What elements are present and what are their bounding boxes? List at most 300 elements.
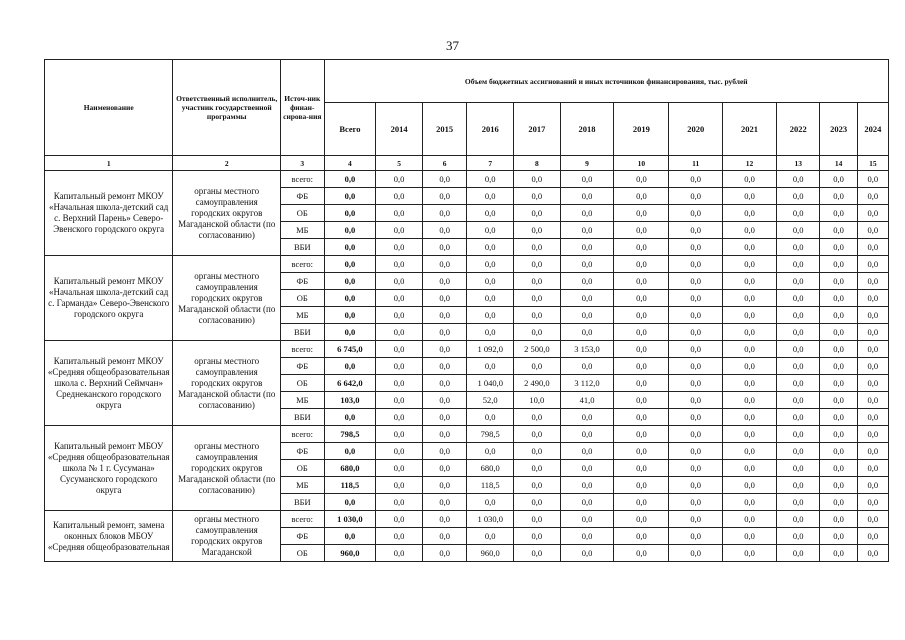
year-value-2015: 0,0	[422, 341, 467, 358]
year-value-2018: 0,0	[560, 273, 614, 290]
year-value-2018: 0,0	[560, 307, 614, 324]
year-value-2024: 0,0	[857, 358, 888, 375]
column-number: 1	[45, 156, 173, 171]
year-value-2016: 0,0	[467, 307, 514, 324]
year-value-2017: 0,0	[514, 545, 561, 562]
total-value: 960,0	[324, 545, 376, 562]
year-value-2016: 0,0	[467, 290, 514, 307]
responsible-executor-text: органы местного самоуправления городских округов Магаданской области (по согласованию)	[178, 270, 276, 325]
object-name-text: Капитальный ремонт МКОУ «Средняя общеобразовательная школа с. Верхний Сеймчан» Среднеканского городского округа	[47, 355, 170, 410]
header-total: Всего	[324, 103, 376, 156]
year-value-2018: 0,0	[560, 256, 614, 273]
year-value-2015: 0,0	[422, 426, 467, 443]
year-value-2024: 0,0	[857, 477, 888, 494]
year-value-2015: 0,0	[422, 239, 467, 256]
total-value: 0,0	[324, 205, 376, 222]
total-value: 6 745,0	[324, 341, 376, 358]
year-value-2016: 0,0	[467, 256, 514, 273]
funding-source: ФБ	[281, 188, 324, 205]
year-value-2016: 1 040,0	[467, 375, 514, 392]
responsible-executor	[173, 511, 281, 562]
year-value-2018: 0,0	[560, 205, 614, 222]
total-value: 0,0	[324, 188, 376, 205]
year-value-2024: 0,0	[857, 307, 888, 324]
year-value-2016: 0,0	[467, 205, 514, 222]
year-value-2017: 0,0	[514, 222, 561, 239]
year-value-2016: 0,0	[467, 358, 514, 375]
header-year-2020: 2020	[669, 103, 723, 156]
year-value-2016: 960,0	[467, 545, 514, 562]
year-value-2019: 0,0	[614, 239, 669, 256]
year-value-2022: 0,0	[776, 460, 819, 477]
total-value: 0,0	[324, 409, 376, 426]
year-value-2016: 0,0	[467, 188, 514, 205]
year-value-2022: 0,0	[776, 392, 819, 409]
column-number: 10	[614, 156, 669, 171]
year-value-2016: 0,0	[467, 222, 514, 239]
year-value-2018: 0,0	[560, 443, 614, 460]
year-value-2022: 0,0	[776, 443, 819, 460]
funding-source: МБ	[281, 222, 324, 239]
year-value-2015: 0,0	[422, 528, 467, 545]
total-value: 1 030,0	[324, 511, 376, 528]
year-value-2020: 0,0	[669, 443, 723, 460]
year-value-2023: 0,0	[820, 358, 857, 375]
object-name-text: Капитальный ремонт МКОУ «Начальная школа-детский сад с. Гарманда» Северо-Эвенского городского округа	[48, 276, 170, 319]
year-value-2015: 0,0	[422, 511, 467, 528]
year-value-2021: 0,0	[723, 494, 777, 511]
year-value-2019: 0,0	[614, 205, 669, 222]
year-value-2019: 0,0	[614, 358, 669, 375]
year-value-2024: 0,0	[857, 290, 888, 307]
year-value-2021: 0,0	[723, 358, 777, 375]
year-value-2024: 0,0	[857, 511, 888, 528]
year-value-2014: 0,0	[376, 341, 423, 358]
year-value-2019: 0,0	[614, 290, 669, 307]
year-value-2023: 0,0	[820, 477, 857, 494]
year-value-2018: 0,0	[560, 324, 614, 341]
year-value-2016: 1 092,0	[467, 341, 514, 358]
funding-source: ВБИ	[281, 409, 324, 426]
total-value: 0,0	[324, 222, 376, 239]
funding-source: ФБ	[281, 273, 324, 290]
year-value-2018: 0,0	[560, 188, 614, 205]
column-number: 11	[669, 156, 723, 171]
year-value-2024: 0,0	[857, 239, 888, 256]
total-value: 0,0	[324, 256, 376, 273]
year-value-2020: 0,0	[669, 188, 723, 205]
year-value-2020: 0,0	[669, 375, 723, 392]
funding-source: МБ	[281, 477, 324, 494]
year-value-2015: 0,0	[422, 494, 467, 511]
object-name	[45, 511, 173, 562]
funding-source: ВБИ	[281, 239, 324, 256]
year-value-2020: 0,0	[669, 239, 723, 256]
header-year-2018: 2018	[560, 103, 614, 156]
total-value: 0,0	[324, 273, 376, 290]
total-value: 0,0	[324, 290, 376, 307]
year-value-2023: 0,0	[820, 273, 857, 290]
year-value-2024: 0,0	[857, 256, 888, 273]
year-value-2022: 0,0	[776, 222, 819, 239]
year-value-2021: 0,0	[723, 426, 777, 443]
year-value-2022: 0,0	[776, 273, 819, 290]
year-value-2022: 0,0	[776, 188, 819, 205]
year-value-2014: 0,0	[376, 222, 423, 239]
year-value-2023: 0,0	[820, 375, 857, 392]
total-value: 798,5	[324, 426, 376, 443]
year-value-2016: 0,0	[467, 409, 514, 426]
total-value: 6 642,0	[324, 375, 376, 392]
year-value-2021: 0,0	[723, 477, 777, 494]
year-value-2016: 0,0	[467, 443, 514, 460]
object-name-text: Капитальный ремонт МБОУ «Средняя общеобразовательная школа № 1 г. Сусумана» Сусуманского городского округа	[47, 440, 170, 495]
table-row	[45, 256, 889, 273]
year-value-2018: 0,0	[560, 409, 614, 426]
header-year-2022: 2022	[776, 103, 819, 156]
year-value-2017: 0,0	[514, 307, 561, 324]
year-value-2017: 0,0	[514, 256, 561, 273]
funding-source: ВБИ	[281, 494, 324, 511]
year-value-2015: 0,0	[422, 171, 467, 188]
year-value-2021: 0,0	[723, 290, 777, 307]
year-value-2024: 0,0	[857, 528, 888, 545]
table-row	[45, 341, 889, 358]
year-value-2016: 1 030,0	[467, 511, 514, 528]
year-value-2023: 0,0	[820, 341, 857, 358]
year-value-2023: 0,0	[820, 188, 857, 205]
year-value-2017: 0,0	[514, 324, 561, 341]
column-number: 15	[857, 156, 888, 171]
year-value-2018: 0,0	[560, 290, 614, 307]
year-value-2021: 0,0	[723, 256, 777, 273]
year-value-2017: 2 500,0	[514, 341, 561, 358]
year-value-2024: 0,0	[857, 392, 888, 409]
year-value-2022: 0,0	[776, 307, 819, 324]
year-value-2024: 0,0	[857, 273, 888, 290]
year-value-2019: 0,0	[614, 222, 669, 239]
year-value-2021: 0,0	[723, 511, 777, 528]
responsible-executor-text: органы местного самоуправления городских округов Магаданской области (по согласованию)	[178, 185, 276, 240]
year-value-2015: 0,0	[422, 307, 467, 324]
header-source: Источ-ник финан-сирова-ния	[281, 60, 324, 156]
year-value-2021: 0,0	[723, 205, 777, 222]
year-value-2018: 0,0	[560, 171, 614, 188]
funding-source: всего:	[281, 256, 324, 273]
funding-source: МБ	[281, 392, 324, 409]
year-value-2024: 0,0	[857, 443, 888, 460]
year-value-2023: 0,0	[820, 307, 857, 324]
header-year-2021: 2021	[723, 103, 777, 156]
year-value-2020: 0,0	[669, 273, 723, 290]
year-value-2020: 0,0	[669, 426, 723, 443]
year-value-2015: 0,0	[422, 409, 467, 426]
year-value-2022: 0,0	[776, 324, 819, 341]
year-value-2020: 0,0	[669, 511, 723, 528]
header-year-2014: 2014	[376, 103, 423, 156]
year-value-2017: 0,0	[514, 171, 561, 188]
year-value-2019: 0,0	[614, 460, 669, 477]
year-value-2021: 0,0	[723, 545, 777, 562]
year-value-2019: 0,0	[614, 256, 669, 273]
year-value-2018: 0,0	[560, 528, 614, 545]
column-number: 7	[467, 156, 514, 171]
year-value-2016: 0,0	[467, 171, 514, 188]
year-value-2017: 0,0	[514, 188, 561, 205]
year-value-2016: 798,5	[467, 426, 514, 443]
year-value-2016: 0,0	[467, 494, 514, 511]
year-value-2023: 0,0	[820, 426, 857, 443]
year-value-2023: 0,0	[820, 494, 857, 511]
header-name: Наименование	[45, 60, 173, 156]
year-value-2015: 0,0	[422, 358, 467, 375]
year-value-2017: 0,0	[514, 205, 561, 222]
year-value-2020: 0,0	[669, 222, 723, 239]
year-value-2014: 0,0	[376, 443, 423, 460]
year-value-2017: 10,0	[514, 392, 561, 409]
column-number: 9	[560, 156, 614, 171]
total-value: 0,0	[324, 443, 376, 460]
column-number: 13	[776, 156, 819, 171]
year-value-2017: 0,0	[514, 358, 561, 375]
funding-source: ОБ	[281, 545, 324, 562]
year-value-2018: 0,0	[560, 511, 614, 528]
table-row	[45, 426, 889, 443]
year-value-2014: 0,0	[376, 256, 423, 273]
year-value-2014: 0,0	[376, 171, 423, 188]
year-value-2022: 0,0	[776, 545, 819, 562]
total-value: 103,0	[324, 392, 376, 409]
column-number: 4	[324, 156, 376, 171]
year-value-2021: 0,0	[723, 460, 777, 477]
object-name-text: Капитальный ремонт, замена оконных блоков МБОУ «Средняя общеобразовательная	[47, 519, 170, 552]
total-value: 0,0	[324, 528, 376, 545]
year-value-2015: 0,0	[422, 188, 467, 205]
column-number: 2	[173, 156, 281, 171]
year-value-2018: 0,0	[560, 460, 614, 477]
total-value: 118,5	[324, 477, 376, 494]
year-value-2018: 0,0	[560, 477, 614, 494]
year-value-2016: 680,0	[467, 460, 514, 477]
funding-source: всего:	[281, 341, 324, 358]
year-value-2019: 0,0	[614, 528, 669, 545]
year-value-2014: 0,0	[376, 528, 423, 545]
year-value-2022: 0,0	[776, 239, 819, 256]
year-value-2020: 0,0	[669, 528, 723, 545]
funding-source: ОБ	[281, 290, 324, 307]
year-value-2017: 0,0	[514, 494, 561, 511]
header-year-2015: 2015	[422, 103, 467, 156]
funding-source: ФБ	[281, 358, 324, 375]
year-value-2023: 0,0	[820, 290, 857, 307]
year-value-2021: 0,0	[723, 273, 777, 290]
year-value-2020: 0,0	[669, 392, 723, 409]
year-value-2019: 0,0	[614, 477, 669, 494]
year-value-2023: 0,0	[820, 222, 857, 239]
header-row-top	[45, 60, 889, 103]
object-name	[45, 171, 173, 256]
year-value-2023: 0,0	[820, 443, 857, 460]
year-value-2017: 0,0	[514, 290, 561, 307]
year-value-2017: 0,0	[514, 443, 561, 460]
year-value-2022: 0,0	[776, 341, 819, 358]
year-value-2021: 0,0	[723, 528, 777, 545]
total-value: 0,0	[324, 171, 376, 188]
year-value-2024: 0,0	[857, 324, 888, 341]
header-responsible: Ответственный исполнитель, участник государственной программы	[173, 60, 281, 156]
year-value-2015: 0,0	[422, 545, 467, 562]
year-value-2017: 2 490,0	[514, 375, 561, 392]
year-value-2020: 0,0	[669, 205, 723, 222]
year-value-2024: 0,0	[857, 460, 888, 477]
year-value-2021: 0,0	[723, 239, 777, 256]
year-value-2023: 0,0	[820, 392, 857, 409]
year-value-2014: 0,0	[376, 290, 423, 307]
responsible-executor-text: органы местного самоуправления городских округов Магаданской области (по согласованию)	[178, 440, 276, 495]
year-value-2019: 0,0	[614, 409, 669, 426]
year-value-2021: 0,0	[723, 375, 777, 392]
year-value-2014: 0,0	[376, 392, 423, 409]
year-value-2018: 0,0	[560, 494, 614, 511]
year-value-2014: 0,0	[376, 358, 423, 375]
year-value-2019: 0,0	[614, 307, 669, 324]
year-value-2018: 0,0	[560, 545, 614, 562]
year-value-2020: 0,0	[669, 341, 723, 358]
year-value-2015: 0,0	[422, 375, 467, 392]
responsible-executor-text: органы местного самоуправления городских округов Магаданской области (по согласованию)	[178, 355, 276, 410]
year-value-2015: 0,0	[422, 273, 467, 290]
year-value-2014: 0,0	[376, 460, 423, 477]
year-value-2020: 0,0	[669, 494, 723, 511]
object-name	[45, 341, 173, 426]
year-value-2017: 0,0	[514, 426, 561, 443]
year-value-2024: 0,0	[857, 171, 888, 188]
year-value-2018: 0,0	[560, 358, 614, 375]
year-value-2023: 0,0	[820, 409, 857, 426]
year-value-2021: 0,0	[723, 171, 777, 188]
year-value-2019: 0,0	[614, 443, 669, 460]
year-value-2017: 0,0	[514, 273, 561, 290]
year-value-2020: 0,0	[669, 460, 723, 477]
column-number: 5	[376, 156, 423, 171]
total-value: 0,0	[324, 358, 376, 375]
year-value-2022: 0,0	[776, 256, 819, 273]
year-value-2023: 0,0	[820, 205, 857, 222]
year-value-2014: 0,0	[376, 511, 423, 528]
funding-source: ФБ	[281, 443, 324, 460]
year-value-2015: 0,0	[422, 205, 467, 222]
year-value-2015: 0,0	[422, 460, 467, 477]
column-number: 6	[422, 156, 467, 171]
year-value-2015: 0,0	[422, 256, 467, 273]
year-value-2014: 0,0	[376, 409, 423, 426]
year-value-2019: 0,0	[614, 511, 669, 528]
year-value-2023: 0,0	[820, 511, 857, 528]
year-value-2015: 0,0	[422, 324, 467, 341]
year-value-2021: 0,0	[723, 409, 777, 426]
year-value-2022: 0,0	[776, 528, 819, 545]
year-value-2023: 0,0	[820, 239, 857, 256]
table-body	[45, 156, 889, 562]
funding-source: ВБИ	[281, 324, 324, 341]
year-value-2018: 0,0	[560, 222, 614, 239]
total-value: 0,0	[324, 494, 376, 511]
funding-source: ФБ	[281, 528, 324, 545]
total-value: 0,0	[324, 307, 376, 324]
year-value-2014: 0,0	[376, 273, 423, 290]
year-value-2022: 0,0	[776, 511, 819, 528]
year-value-2024: 0,0	[857, 205, 888, 222]
year-value-2017: 0,0	[514, 409, 561, 426]
year-value-2024: 0,0	[857, 375, 888, 392]
funding-source: всего:	[281, 511, 324, 528]
year-value-2020: 0,0	[669, 324, 723, 341]
column-number: 8	[514, 156, 561, 171]
header-year-2023: 2023	[820, 103, 857, 156]
year-value-2014: 0,0	[376, 188, 423, 205]
year-value-2020: 0,0	[669, 307, 723, 324]
year-value-2020: 0,0	[669, 358, 723, 375]
year-value-2017: 0,0	[514, 460, 561, 477]
year-value-2019: 0,0	[614, 324, 669, 341]
year-value-2014: 0,0	[376, 324, 423, 341]
year-value-2016: 0,0	[467, 273, 514, 290]
header-year-2024: 2024	[857, 103, 888, 156]
year-value-2024: 0,0	[857, 222, 888, 239]
year-value-2024: 0,0	[857, 426, 888, 443]
year-value-2021: 0,0	[723, 392, 777, 409]
year-value-2015: 0,0	[422, 222, 467, 239]
object-name	[45, 426, 173, 511]
funding-source: ОБ	[281, 375, 324, 392]
year-value-2015: 0,0	[422, 477, 467, 494]
total-value: 0,0	[324, 239, 376, 256]
table-row	[45, 171, 889, 188]
year-value-2020: 0,0	[669, 409, 723, 426]
year-value-2021: 0,0	[723, 307, 777, 324]
year-value-2019: 0,0	[614, 545, 669, 562]
year-value-2015: 0,0	[422, 443, 467, 460]
year-value-2023: 0,0	[820, 460, 857, 477]
page-number: 37	[446, 38, 459, 53]
year-value-2024: 0,0	[857, 545, 888, 562]
responsible-executor	[173, 426, 281, 511]
year-value-2016: 0,0	[467, 528, 514, 545]
year-value-2017: 0,0	[514, 511, 561, 528]
year-value-2014: 0,0	[376, 494, 423, 511]
funding-source: ОБ	[281, 460, 324, 477]
funding-source: МБ	[281, 307, 324, 324]
year-value-2018: 3 153,0	[560, 341, 614, 358]
year-value-2023: 0,0	[820, 171, 857, 188]
year-value-2021: 0,0	[723, 341, 777, 358]
year-value-2017: 0,0	[514, 477, 561, 494]
year-value-2022: 0,0	[776, 375, 819, 392]
year-value-2024: 0,0	[857, 341, 888, 358]
year-value-2023: 0,0	[820, 545, 857, 562]
year-value-2019: 0,0	[614, 494, 669, 511]
year-value-2018: 0,0	[560, 426, 614, 443]
year-value-2016: 52,0	[467, 392, 514, 409]
table-row	[45, 511, 889, 528]
year-value-2015: 0,0	[422, 392, 467, 409]
funding-source: всего:	[281, 426, 324, 443]
year-value-2021: 0,0	[723, 443, 777, 460]
object-name	[45, 256, 173, 341]
year-value-2022: 0,0	[776, 358, 819, 375]
year-value-2023: 0,0	[820, 324, 857, 341]
year-value-2021: 0,0	[723, 188, 777, 205]
